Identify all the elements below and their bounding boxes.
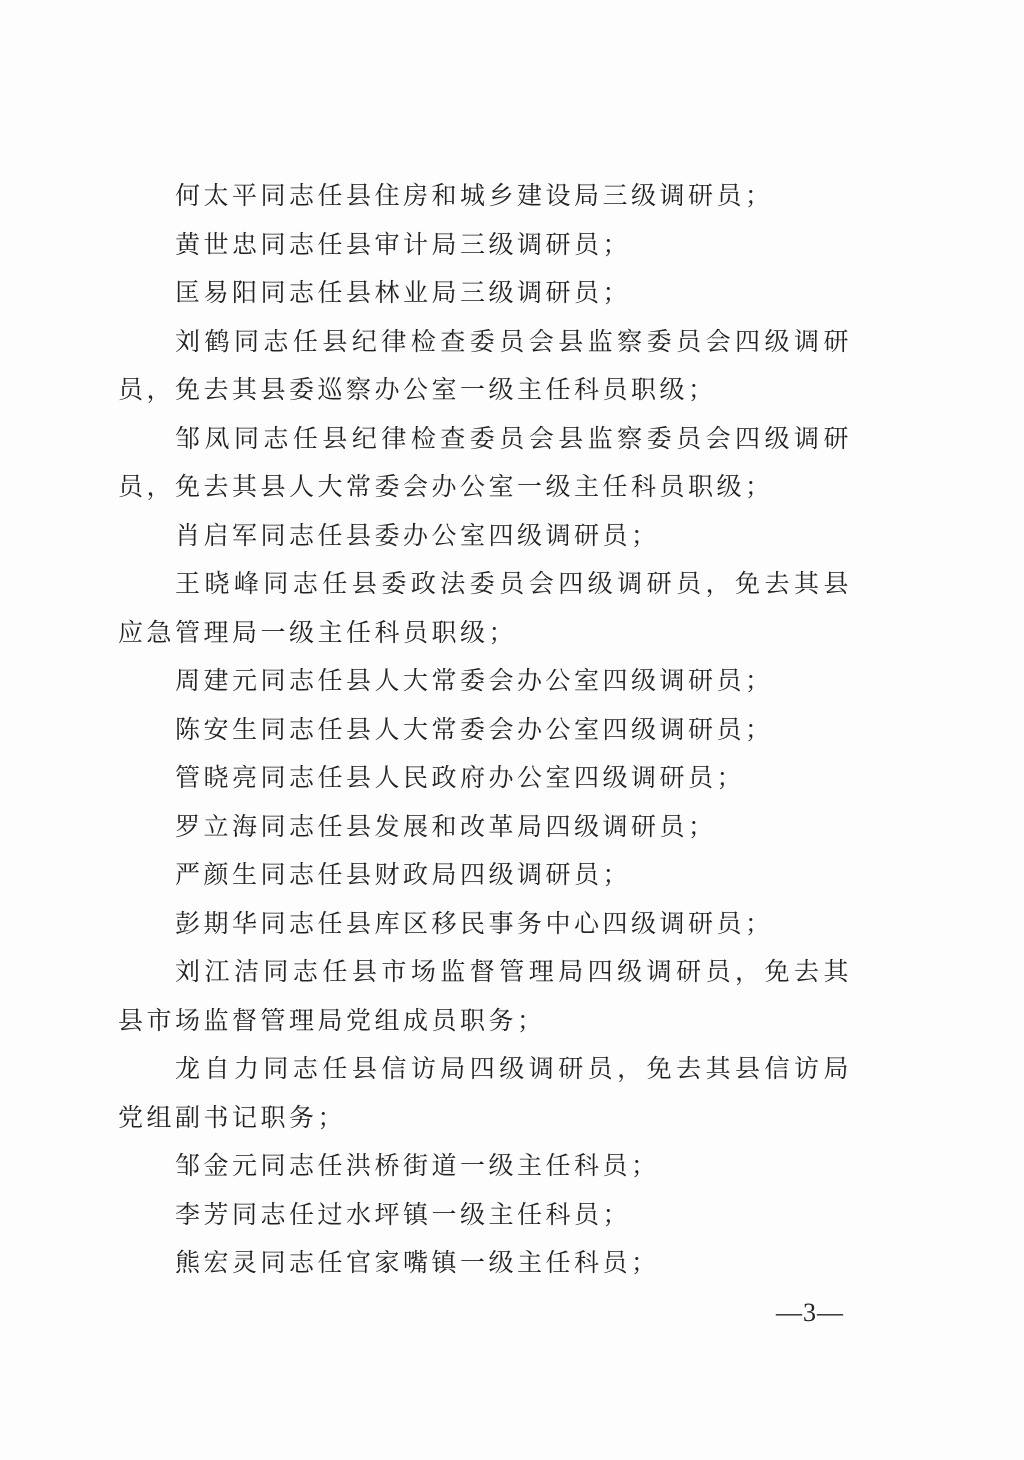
appointment-paragraph: 肖启军同志任县委办公室四级调研员； — [175, 520, 660, 550]
appointment-paragraph: 匡易阳同志任县林业局三级调研员； — [175, 278, 632, 307]
appointment-paragraph: 彭期华同志任县库区移民事务中心四级调研员； — [175, 908, 774, 938]
appointment-paragraph: 邹凤同志任县纪律检查委员会县监察委员会四级调研员，免去其县人大常委会办公室一级主任科员职级； — [118, 423, 852, 501]
appointment-paragraph: 龙自力同志任县信访局四级调研员，免去其县信访局党组副书记职务； — [118, 1054, 852, 1132]
appointment-paragraph: 陈安生同志任县人大常委会办公室四级调研员； — [175, 714, 774, 744]
appointment-paragraph: 管晓亮同志任县人民政府办公室四级调研员； — [175, 763, 746, 792]
appointment-paragraph: 黄世忠同志任县审计局三级调研员； — [175, 229, 632, 259]
appointment-paragraph: 严颜生同志任县财政局四级调研员； — [175, 860, 632, 889]
appointment-paragraph: 刘鹤同志任县纪律检查委员会县监察委员会四级调研员，免去其县委巡察办公室一级主任科员职级； — [118, 326, 852, 404]
appointment-paragraph: 何太平同志任县住房和城乡建设局三级调研员； — [175, 181, 774, 210]
appointment-paragraph: 罗立海同志任县发展和改革局四级调研员； — [175, 811, 717, 841]
appointment-paragraph: 李芳同志任过水坪镇一级主任科员； — [175, 1199, 632, 1229]
appointment-paragraph: 邹金元同志任洪桥街道一级主任科员； — [175, 1151, 660, 1180]
page-number: —3— — [776, 1298, 844, 1327]
document-body — [118, 172, 852, 1288]
appointment-paragraph: 熊宏灵同志任官家嘴镇一级主任科员； — [175, 1248, 660, 1277]
appointment-paragraph: 刘江洁同志任县市场监督管理局四级调研员，免去其县市场监督管理局党组成员职务； — [118, 957, 852, 1035]
appointment-paragraph: 周建元同志任县人大常委会办公室四级调研员； — [175, 666, 774, 695]
appointment-paragraph: 王晓峰同志任县委政法委员会四级调研员，免去其县应急管理局一级主任科员职级； — [118, 569, 852, 647]
